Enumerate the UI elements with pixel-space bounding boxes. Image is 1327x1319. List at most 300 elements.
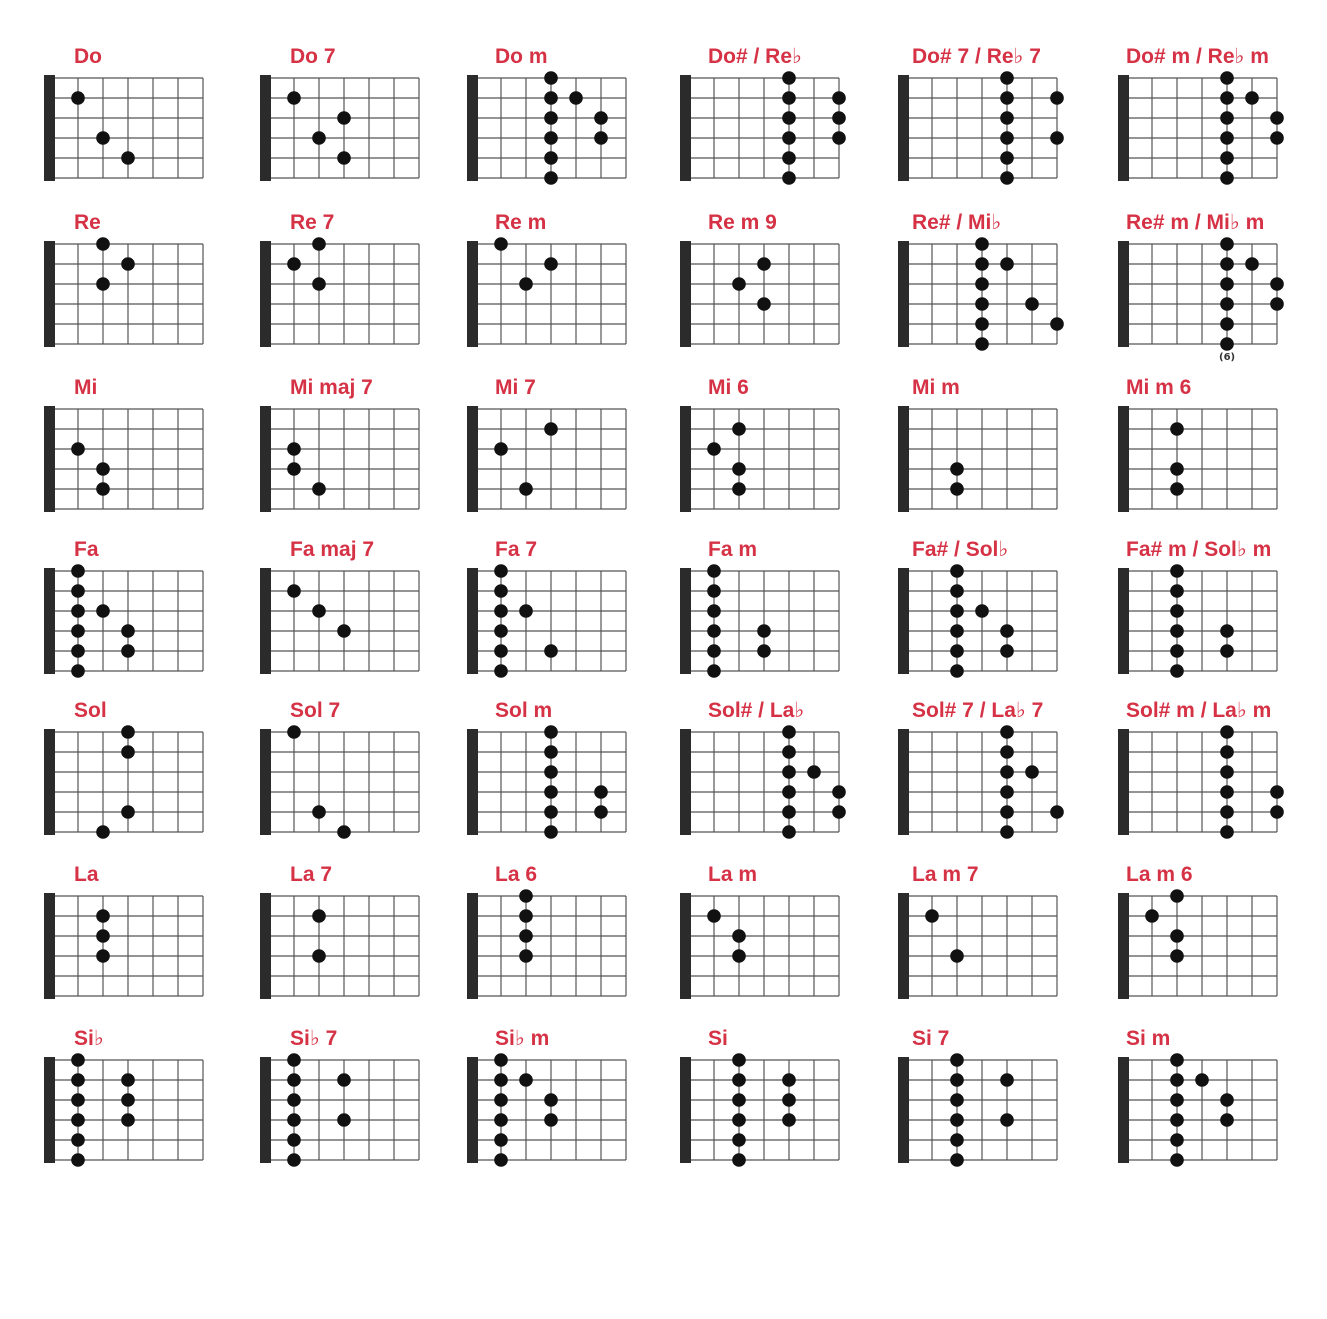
- fretboard: [467, 1026, 677, 1186]
- finger-dot: [950, 949, 964, 963]
- finger-dot: [544, 785, 558, 799]
- chord-diagram: [1118, 210, 1327, 370]
- fretboard: [44, 375, 254, 535]
- finger-dot: [544, 71, 558, 85]
- finger-dot: [1170, 664, 1184, 678]
- finger-dot: [1170, 422, 1184, 436]
- chord-diagram: [680, 1026, 890, 1186]
- nut: [44, 568, 55, 674]
- finger-dot: [1000, 644, 1014, 658]
- finger-dot: [71, 442, 85, 456]
- fretboard: [260, 44, 470, 204]
- finger-dot: [1220, 297, 1234, 311]
- chord-name: Sol# 7 / La♭ 7: [912, 699, 1044, 722]
- nut: [44, 729, 55, 835]
- finger-dot: [1000, 1073, 1014, 1087]
- finger-dot: [121, 725, 135, 739]
- finger-dot: [1170, 1093, 1184, 1107]
- chord-diagram: [1118, 44, 1327, 204]
- fretboard: [44, 537, 254, 697]
- finger-dot: [287, 91, 301, 105]
- finger-dot: [494, 584, 508, 598]
- chord-name: Fa 7: [495, 538, 538, 561]
- finger-dot: [1025, 765, 1039, 779]
- finger-dot: [732, 1113, 746, 1127]
- nut: [680, 406, 691, 512]
- chord-diagram: [260, 375, 470, 535]
- finger-dot: [494, 1093, 508, 1107]
- finger-dot: [757, 644, 771, 658]
- finger-dot: [832, 111, 846, 125]
- finger-dot: [782, 91, 796, 105]
- fretboard: [1118, 537, 1327, 697]
- finger-dot: [707, 909, 721, 923]
- finger-dot: [782, 1073, 796, 1087]
- finger-dot: [594, 805, 608, 819]
- finger-dot: [732, 929, 746, 943]
- chord-diagram: [1118, 698, 1327, 858]
- fretboard: [260, 698, 470, 858]
- finger-dot: [96, 462, 110, 476]
- chord-name: Sol m: [495, 699, 553, 722]
- chord-diagram: [467, 44, 677, 204]
- finger-dot: [287, 1153, 301, 1167]
- finger-dot: [494, 564, 508, 578]
- finger-dot: [1170, 584, 1184, 598]
- finger-dot: [1220, 151, 1234, 165]
- finger-dot: [1170, 564, 1184, 578]
- finger-dot: [1000, 765, 1014, 779]
- finger-dot: [707, 584, 721, 598]
- chord-name: Si 7: [912, 1027, 950, 1050]
- fretboard: [680, 1026, 890, 1186]
- finger-dot: [1170, 624, 1184, 638]
- chord-diagram: [260, 862, 470, 1022]
- nut: [898, 406, 909, 512]
- chord-name: Mi m: [912, 376, 960, 399]
- chord-name: Fa# m / Sol♭ m: [1126, 538, 1272, 561]
- finger-dot: [494, 237, 508, 251]
- finger-dot: [707, 624, 721, 638]
- nut: [680, 1057, 691, 1163]
- chord-diagram: [44, 698, 254, 858]
- finger-dot: [1000, 825, 1014, 839]
- finger-dot: [1050, 91, 1064, 105]
- nut: [898, 568, 909, 674]
- finger-dot: [544, 745, 558, 759]
- finger-dot: [1170, 1053, 1184, 1067]
- finger-dot: [494, 1053, 508, 1067]
- chord-name: Fa maj 7: [290, 538, 375, 561]
- fretboard: [44, 862, 254, 1022]
- fretboard: [467, 862, 677, 1022]
- chord-name: Fa m: [708, 538, 758, 561]
- nut: [467, 893, 478, 999]
- fretboard: [44, 44, 254, 204]
- nut: [260, 1057, 271, 1163]
- finger-dot: [1170, 604, 1184, 618]
- finger-dot: [732, 422, 746, 436]
- chord-diagram: [467, 537, 677, 697]
- finger-dot: [1220, 91, 1234, 105]
- finger-dot: [544, 805, 558, 819]
- chord-name: Do# 7 / Re♭ 7: [912, 45, 1041, 68]
- finger-dot: [950, 1153, 964, 1167]
- finger-dot: [1270, 131, 1284, 145]
- nut: [1118, 729, 1129, 835]
- finger-dot: [337, 151, 351, 165]
- chord-diagram: [44, 375, 254, 535]
- chord-diagram: [260, 698, 470, 858]
- chord-name: Do: [74, 45, 102, 68]
- finger-dot: [519, 1073, 533, 1087]
- nut: [44, 75, 55, 181]
- finger-dot: [121, 805, 135, 819]
- finger-dot: [707, 604, 721, 618]
- fretboard: [680, 375, 890, 535]
- nut: [898, 893, 909, 999]
- chord-diagram: [260, 537, 470, 697]
- chord-diagram: [898, 1026, 1108, 1186]
- finger-dot: [732, 1073, 746, 1087]
- finger-dot: [544, 151, 558, 165]
- finger-dot: [1050, 131, 1064, 145]
- finger-dot: [950, 1093, 964, 1107]
- finger-dot: [950, 1133, 964, 1147]
- chord-diagram: [1118, 537, 1327, 697]
- nut: [44, 1057, 55, 1163]
- chord-diagram: [680, 375, 890, 535]
- finger-dot: [1170, 462, 1184, 476]
- finger-dot: [975, 337, 989, 351]
- finger-dot: [594, 111, 608, 125]
- finger-dot: [1025, 297, 1039, 311]
- finger-dot: [312, 237, 326, 251]
- finger-dot: [544, 131, 558, 145]
- finger-dot: [1220, 337, 1234, 351]
- chord-name: Fa: [74, 538, 99, 561]
- chord-name: Do# / Re♭: [708, 45, 802, 68]
- nut: [680, 241, 691, 347]
- finger-dot: [1220, 111, 1234, 125]
- finger-dot: [782, 151, 796, 165]
- finger-dot: [121, 745, 135, 759]
- finger-dot: [1220, 805, 1234, 819]
- finger-dot: [1000, 151, 1014, 165]
- chord-name: Fa# / Sol♭: [912, 538, 1009, 561]
- fretboard: [1118, 375, 1327, 535]
- finger-dot: [782, 1093, 796, 1107]
- chord-diagram: [260, 1026, 470, 1186]
- finger-dot: [1170, 929, 1184, 943]
- finger-dot: [594, 785, 608, 799]
- finger-dot: [732, 1133, 746, 1147]
- finger-dot: [1270, 111, 1284, 125]
- finger-dot: [287, 1093, 301, 1107]
- finger-dot: [544, 825, 558, 839]
- nut: [680, 568, 691, 674]
- finger-dot: [71, 1093, 85, 1107]
- fretboard: [467, 44, 677, 204]
- finger-dot: [1050, 805, 1064, 819]
- finger-dot: [1170, 1073, 1184, 1087]
- chord-name: Si♭: [74, 1027, 104, 1050]
- chord-diagram: [680, 698, 890, 858]
- finger-dot: [519, 909, 533, 923]
- finger-dot: [950, 604, 964, 618]
- finger-dot: [782, 171, 796, 185]
- chord-name: Si♭ 7: [290, 1027, 338, 1050]
- chord-diagram: [44, 1026, 254, 1186]
- finger-dot: [832, 91, 846, 105]
- chord-diagram: [44, 44, 254, 204]
- chord-diagram: [1118, 375, 1327, 535]
- chord-name: Re# / Mi♭: [912, 211, 1002, 234]
- finger-dot: [312, 949, 326, 963]
- finger-dot: [757, 257, 771, 271]
- chord-name: Si: [708, 1027, 728, 1050]
- chord-name: La m 6: [1126, 863, 1193, 886]
- fretboard: [1118, 1026, 1327, 1186]
- fretboard: [680, 862, 890, 1022]
- chord-diagram: [1118, 1026, 1327, 1186]
- chord-diagram: [467, 862, 677, 1022]
- finger-dot: [96, 909, 110, 923]
- chord-name: La 6: [495, 863, 538, 886]
- finger-dot: [1270, 805, 1284, 819]
- chord-diagram: [898, 862, 1108, 1022]
- finger-dot: [96, 237, 110, 251]
- finger-dot: [925, 909, 939, 923]
- finger-dot: [312, 604, 326, 618]
- finger-dot: [287, 1053, 301, 1067]
- finger-dot: [732, 277, 746, 291]
- finger-dot: [1170, 949, 1184, 963]
- fretboard: [260, 210, 470, 370]
- finger-dot: [544, 422, 558, 436]
- finger-dot: [494, 1073, 508, 1087]
- nut: [44, 406, 55, 512]
- nut: [467, 75, 478, 181]
- chord-diagram: [898, 698, 1108, 858]
- finger-dot: [337, 825, 351, 839]
- finger-dot: [312, 482, 326, 496]
- finger-dot: [1000, 805, 1014, 819]
- finger-dot: [950, 1113, 964, 1127]
- fretboard: [44, 1026, 254, 1186]
- nut: [260, 75, 271, 181]
- nut: [1118, 75, 1129, 181]
- chord-name: Mi 7: [495, 376, 536, 399]
- finger-dot: [1000, 71, 1014, 85]
- chord-name: Sol# m / La♭ m: [1126, 699, 1272, 722]
- finger-dot: [121, 1113, 135, 1127]
- finger-dot: [1270, 277, 1284, 291]
- finger-dot: [544, 1113, 558, 1127]
- finger-dot: [519, 482, 533, 496]
- chord-name: La m 7: [912, 863, 979, 886]
- finger-dot: [975, 277, 989, 291]
- finger-dot: [494, 1133, 508, 1147]
- chord-name: Sol# / La♭: [708, 699, 805, 722]
- chord-name: Re m 9: [708, 211, 777, 234]
- finger-dot: [1220, 317, 1234, 331]
- finger-dot: [782, 131, 796, 145]
- finger-dot: [1000, 624, 1014, 638]
- finger-dot: [1000, 111, 1014, 125]
- finger-dot: [975, 297, 989, 311]
- finger-dot: [1220, 825, 1234, 839]
- finger-dot: [594, 131, 608, 145]
- chord-diagram: [680, 862, 890, 1022]
- finger-dot: [121, 1073, 135, 1087]
- finger-dot: [287, 1133, 301, 1147]
- finger-dot: [96, 825, 110, 839]
- finger-dot: [494, 1113, 508, 1127]
- nut: [467, 568, 478, 674]
- fretboard: [467, 210, 677, 370]
- chord-diagram: [467, 210, 677, 370]
- finger-dot: [782, 111, 796, 125]
- finger-dot: [950, 624, 964, 638]
- nut: [898, 75, 909, 181]
- fretboard: [898, 375, 1108, 535]
- fretboard: [44, 698, 254, 858]
- chord-name: Mi 6: [708, 376, 749, 399]
- chord-name: Sol 7: [290, 699, 341, 722]
- chord-name: Sol: [74, 699, 107, 722]
- finger-dot: [519, 949, 533, 963]
- finger-dot: [71, 1153, 85, 1167]
- finger-dot: [71, 584, 85, 598]
- finger-dot: [1050, 317, 1064, 331]
- finger-dot: [757, 297, 771, 311]
- finger-dot: [287, 462, 301, 476]
- nut: [1118, 406, 1129, 512]
- chord-diagram: [680, 210, 890, 370]
- finger-dot: [707, 564, 721, 578]
- fretboard: [898, 1026, 1108, 1186]
- finger-dot: [950, 1053, 964, 1067]
- finger-dot: [494, 1153, 508, 1167]
- fretboard: [260, 375, 470, 535]
- chord-diagram: [1118, 862, 1327, 1022]
- fretboard: [467, 375, 677, 535]
- finger-dot: [950, 664, 964, 678]
- finger-dot: [494, 664, 508, 678]
- finger-dot: [1000, 171, 1014, 185]
- chord-name: Do 7: [290, 45, 336, 68]
- chord-name: Re m: [495, 211, 547, 234]
- finger-dot: [975, 237, 989, 251]
- finger-dot: [1000, 745, 1014, 759]
- chord-name: Mi maj 7: [290, 376, 373, 399]
- finger-dot: [287, 1073, 301, 1087]
- fretboard: [1118, 44, 1327, 204]
- finger-dot: [1000, 91, 1014, 105]
- finger-dot: [707, 644, 721, 658]
- finger-dot: [950, 564, 964, 578]
- finger-dot: [544, 644, 558, 658]
- finger-dot: [121, 151, 135, 165]
- finger-dot: [732, 1153, 746, 1167]
- finger-dot: [1220, 1113, 1234, 1127]
- nut: [680, 893, 691, 999]
- finger-dot: [96, 277, 110, 291]
- finger-dot: [782, 765, 796, 779]
- finger-dot: [96, 131, 110, 145]
- finger-dot: [1000, 785, 1014, 799]
- chord-name: Re: [74, 211, 101, 234]
- chord-diagram: [467, 375, 677, 535]
- fret-number-note: (6): [1219, 352, 1236, 363]
- fretboard: [467, 537, 677, 697]
- finger-dot: [732, 462, 746, 476]
- fretboard: [680, 210, 890, 370]
- finger-dot: [832, 785, 846, 799]
- finger-dot: [1000, 1113, 1014, 1127]
- finger-dot: [950, 584, 964, 598]
- finger-dot: [569, 91, 583, 105]
- finger-dot: [71, 564, 85, 578]
- nut: [1118, 568, 1129, 674]
- finger-dot: [312, 277, 326, 291]
- finger-dot: [1220, 765, 1234, 779]
- finger-dot: [782, 825, 796, 839]
- fretboard: [898, 698, 1108, 858]
- finger-dot: [519, 929, 533, 943]
- fretboard: [44, 210, 254, 370]
- finger-dot: [337, 1073, 351, 1087]
- finger-dot: [975, 604, 989, 618]
- chord-diagram: [898, 537, 1108, 697]
- finger-dot: [1220, 171, 1234, 185]
- finger-dot: [782, 725, 796, 739]
- finger-dot: [71, 91, 85, 105]
- finger-dot: [1170, 1153, 1184, 1167]
- finger-dot: [1170, 1133, 1184, 1147]
- finger-dot: [71, 1133, 85, 1147]
- finger-dot: [312, 131, 326, 145]
- finger-dot: [1145, 909, 1159, 923]
- fretboard: [1118, 210, 1327, 370]
- fretboard: [467, 698, 677, 858]
- finger-dot: [1220, 1093, 1234, 1107]
- finger-dot: [71, 1113, 85, 1127]
- chord-diagram: [898, 210, 1108, 370]
- nut: [260, 729, 271, 835]
- chord-name: Mi: [74, 376, 98, 399]
- finger-dot: [950, 462, 964, 476]
- finger-dot: [96, 949, 110, 963]
- finger-dot: [1220, 257, 1234, 271]
- finger-dot: [732, 1053, 746, 1067]
- finger-dot: [1270, 785, 1284, 799]
- nut: [898, 729, 909, 835]
- nut: [898, 241, 909, 347]
- finger-dot: [732, 482, 746, 496]
- chord-name: La m: [708, 863, 758, 886]
- fretboard: [898, 44, 1108, 204]
- nut: [1118, 893, 1129, 999]
- finger-dot: [1195, 1073, 1209, 1087]
- finger-dot: [494, 604, 508, 618]
- chord-diagram: [260, 44, 470, 204]
- finger-dot: [519, 889, 533, 903]
- finger-dot: [1220, 71, 1234, 85]
- finger-dot: [71, 624, 85, 638]
- finger-dot: [732, 949, 746, 963]
